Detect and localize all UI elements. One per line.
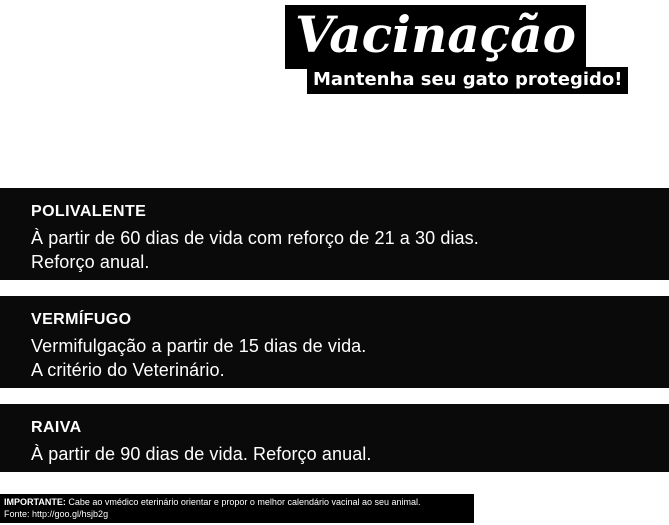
page-subtitle: Mantenha seu gato protegido! <box>313 69 623 90</box>
footer-note <box>0 494 474 523</box>
info-band-title: POLIVALENTE <box>31 203 147 220</box>
footer-notice <box>4 496 470 508</box>
poster-title-block <box>285 5 586 69</box>
info-band-line-1: Vermifulgação a partir de 15 dias de vida. <box>31 336 367 356</box>
info-band-title: VERMÍFUGO <box>31 311 132 328</box>
page-title: Vacinação <box>295 5 576 64</box>
info-band-line-1: À partir de 60 dias de vida com reforço de 21 a 30 dias. <box>31 228 479 248</box>
footer-notice-text: Cabe ao vmédico eterinário orientar e propor o melhor calendário vacinal ao seu animal. <box>65 497 421 507</box>
info-band-line-2: Reforço anual. <box>31 252 150 272</box>
poster-subtitle-block <box>307 67 628 94</box>
footer-source: Fonte: http://goo.gl/hsjb2g <box>4 509 109 519</box>
info-band-line-2: A critério do Veterinário. <box>31 360 225 380</box>
info-band-line-1: À partir de 90 dias de vida. Reforço anual. <box>31 444 372 464</box>
info-band-polivalente <box>0 188 669 280</box>
info-band-title: RAIVA <box>31 419 82 436</box>
info-band-raiva <box>0 404 669 472</box>
footer-notice-label: IMPORTANTE: <box>4 497 66 507</box>
poster-header <box>0 0 669 180</box>
info-band-vermifugo <box>0 296 669 388</box>
